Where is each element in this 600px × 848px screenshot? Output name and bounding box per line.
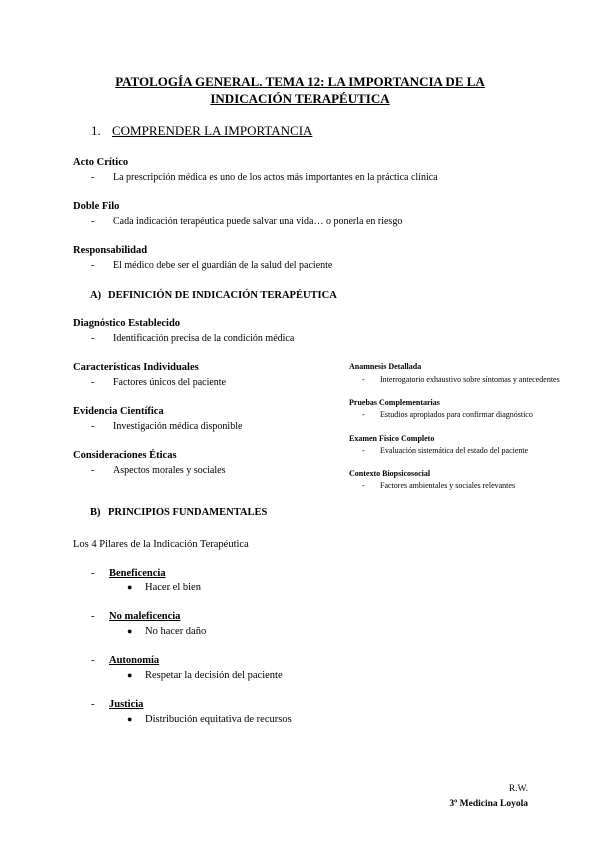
pillar-desc: ● Distribución equitativa de recursos xyxy=(127,714,292,725)
concept-desc: - Cada indicación terapéutica puede salvar una vida… o ponerla en riesgo xyxy=(91,216,403,227)
definition-desc: - Investigación médica disponible xyxy=(91,421,243,432)
pillar-desc: ● No hacer daño xyxy=(127,626,207,637)
pillar-item: - Justicia xyxy=(91,699,144,710)
definition-right-desc: - Factores ambientales y sociales relevantes xyxy=(362,481,516,490)
title-line-1: PATOLOGÍA GENERAL. TEMA 12: LA IMPORTANCIA DE LA xyxy=(115,74,485,89)
pillars-intro: Los 4 Pilares de la Indicación Terapéutica xyxy=(73,539,249,550)
definition-right-term: Examen Físico Completo xyxy=(349,434,435,443)
signature-course: 3º Medicina Loyola xyxy=(449,799,528,809)
definition-right-desc: - Evaluación sistemática del estado del paciente xyxy=(362,446,529,455)
definition-term: Evidencia Científica xyxy=(73,406,164,417)
definition-desc: - Aspectos morales y sociales xyxy=(91,465,226,476)
section-b-heading: B) PRINCIPIOS FUNDAMENTALES xyxy=(90,507,268,518)
concept-desc: - La prescripción médica es uno de los actos más importantes en la práctica clínica xyxy=(91,172,438,183)
pillar-desc: ● Hacer el bien xyxy=(127,582,201,593)
concept-term: Doble Filo xyxy=(73,201,120,212)
concept-desc: - El médico debe ser el guardián de la salud del paciente xyxy=(91,260,333,271)
definition-right-desc: - Interrogatorio exhaustivo sobre síntomas y antecedentes xyxy=(362,375,560,384)
definition-right-term: Contexto Biopsicosocial xyxy=(349,469,431,478)
definition-term: Diagnóstico Establecido xyxy=(73,318,181,329)
definition-term: Características Individuales xyxy=(73,362,199,373)
definition-right-desc: - Estudios apropiados para confirmar diagnóstico xyxy=(362,410,533,419)
title-line-2: INDICACIÓN TERAPÉUTICA xyxy=(210,91,390,106)
definition-desc: - Identificación precisa de la condición médica xyxy=(91,333,295,344)
concept-term: Responsabilidad xyxy=(73,245,148,256)
definition-term: Consideraciones Éticas xyxy=(73,450,177,461)
section-1-heading xyxy=(91,123,312,139)
concept-term: Acto Crítico xyxy=(73,157,129,168)
pillar-item: - Beneficencia xyxy=(91,568,166,579)
pillar-desc: ● Respetar la decisión del paciente xyxy=(127,670,283,681)
pillar-item: - No maleficencia xyxy=(91,611,181,622)
signature-initials: R.W. xyxy=(508,784,528,794)
section-1-label: COMPRENDER LA IMPORTANCIA xyxy=(112,123,313,138)
section-a-heading: A) DEFINICIÓN DE INDICACIÓN TERAPÉUTICA xyxy=(90,290,337,301)
document-title xyxy=(60,73,540,107)
definition-right-term: Pruebas Complementarias xyxy=(349,398,440,407)
definition-desc: - Factores únicos del paciente xyxy=(91,377,227,388)
definition-right-term: Anamnesis Detallada xyxy=(349,362,422,371)
section-1-number: 1. xyxy=(91,123,101,138)
pillar-item: - Autonomía xyxy=(91,655,160,666)
